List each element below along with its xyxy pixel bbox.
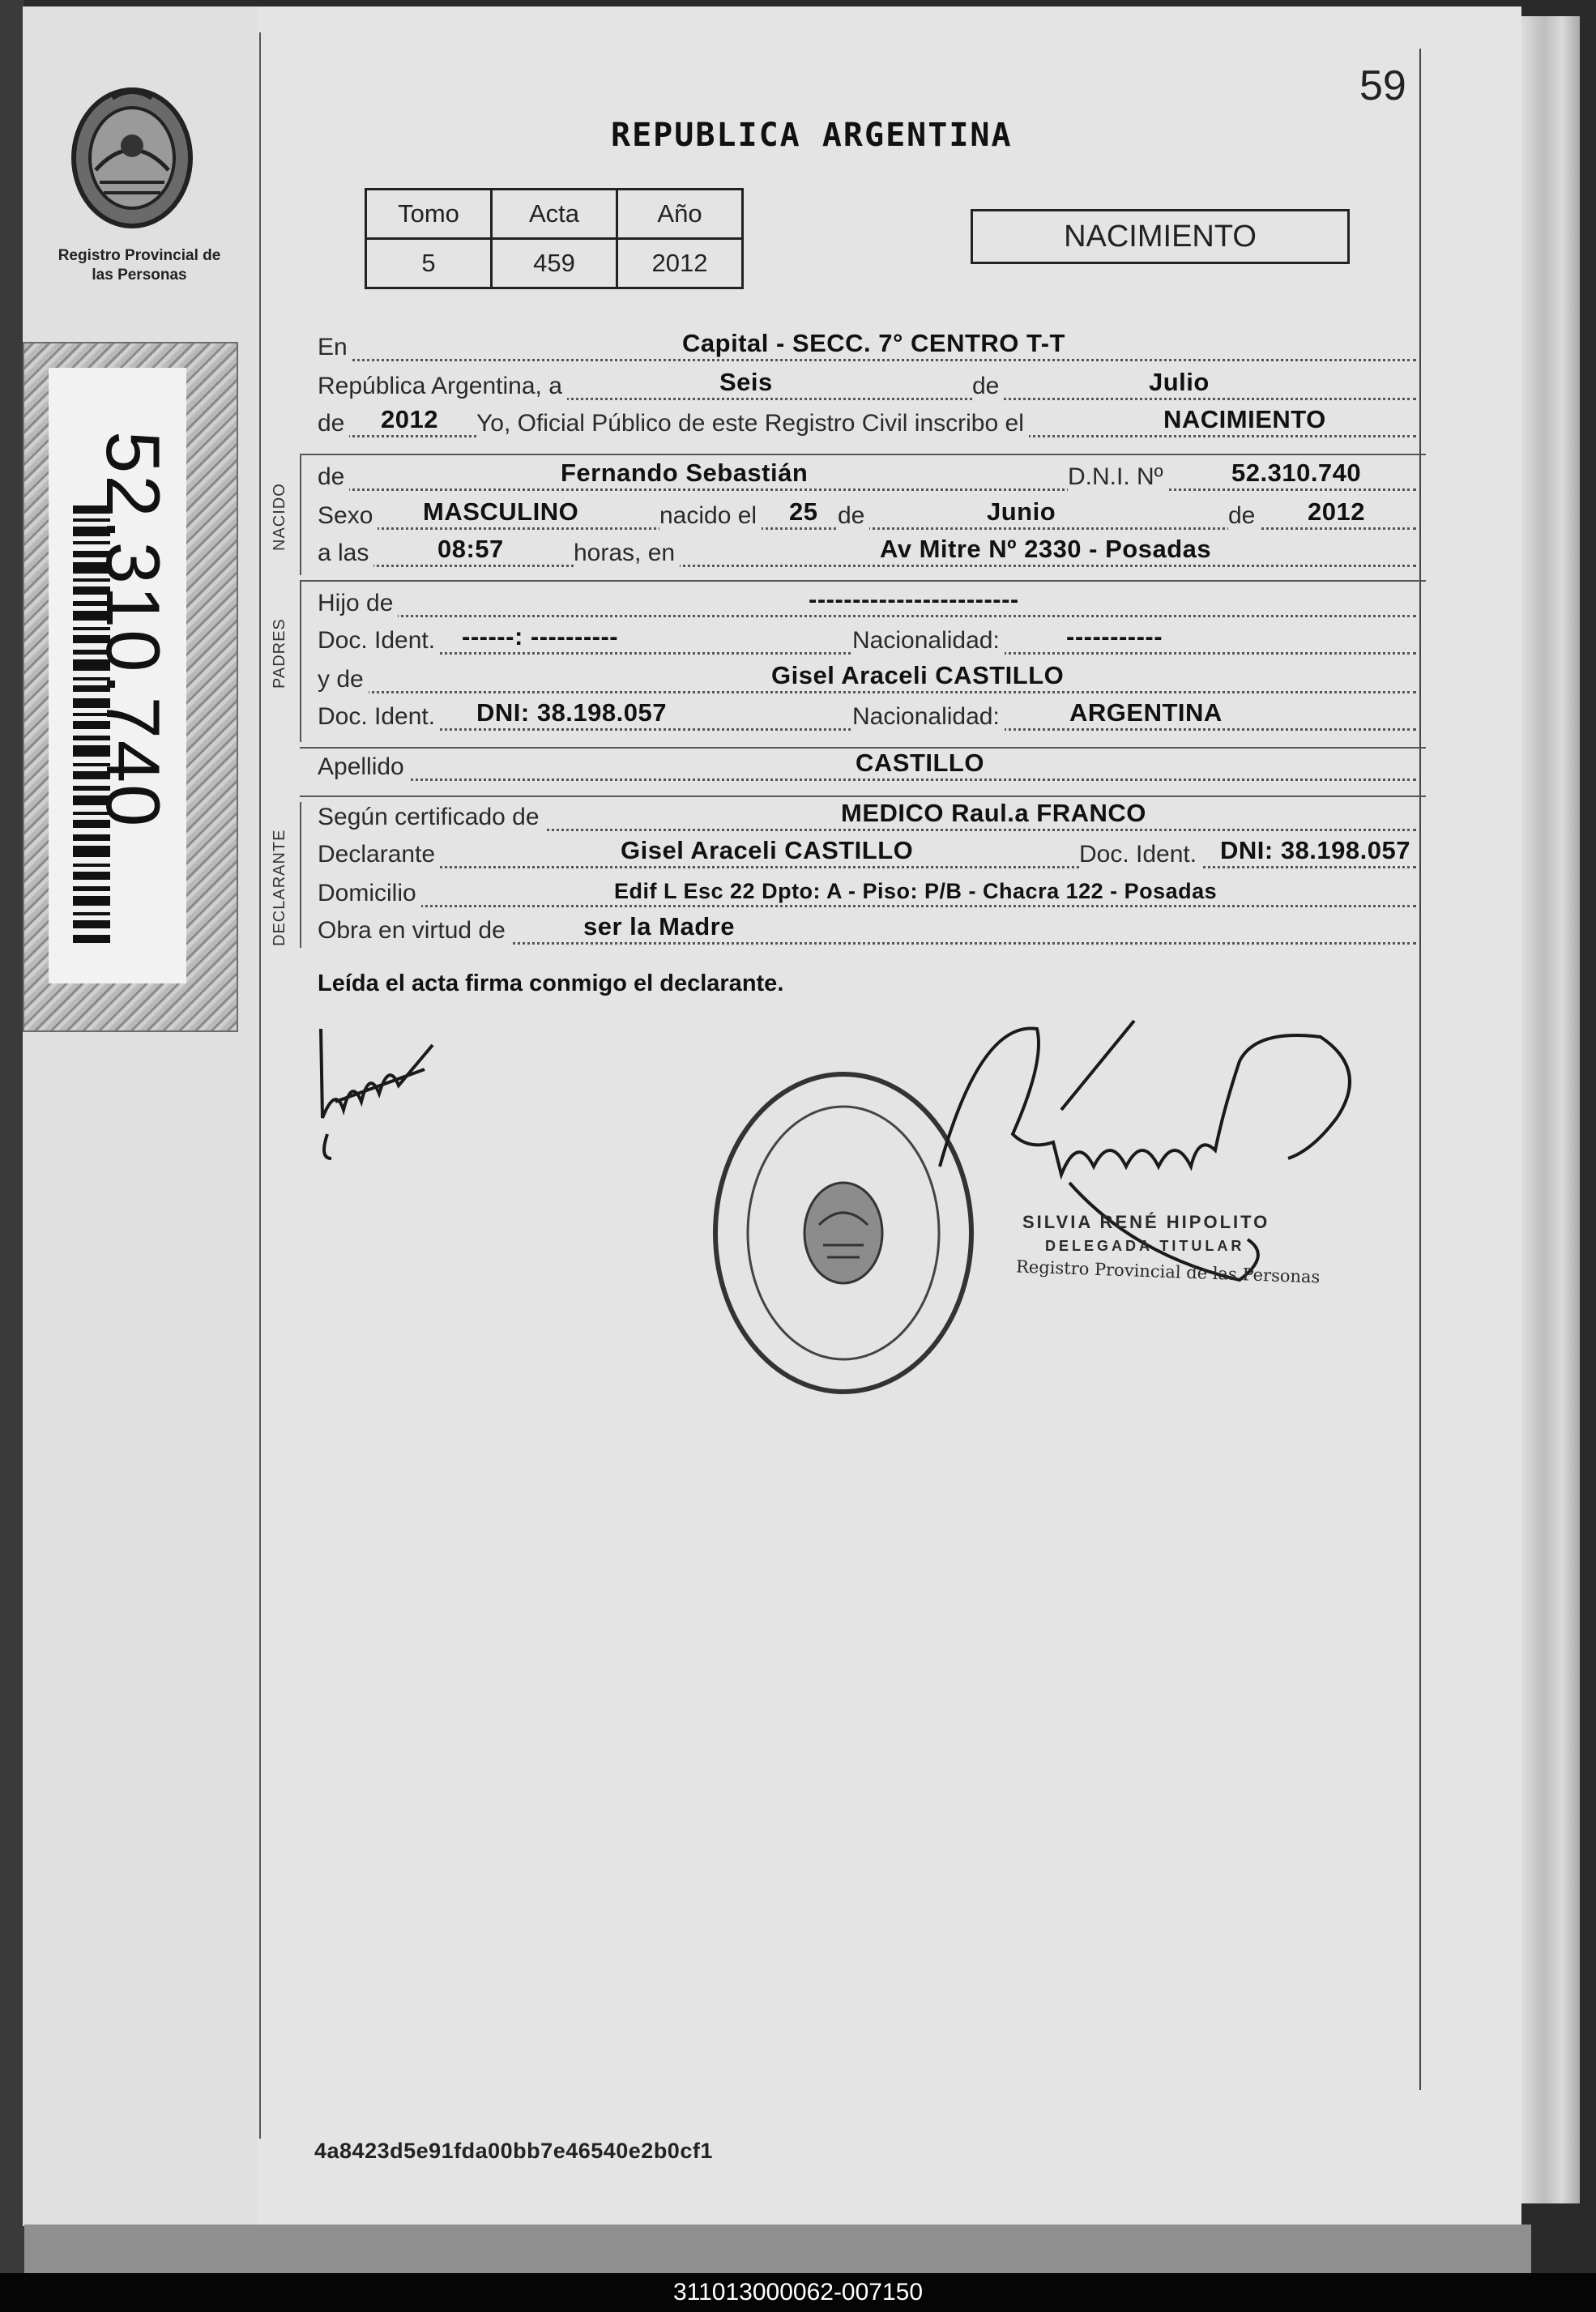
closing-statement: Leída el acta firma conmigo el declarante. <box>318 970 784 996</box>
label-apellido: Apellido <box>318 753 409 781</box>
label-domicilio: Domicilio <box>318 880 421 907</box>
label-doc-ident-3: Doc. Ident. <box>1079 841 1201 868</box>
label-de: de <box>972 373 1004 400</box>
row-nacido-name <box>318 459 1416 494</box>
reference-value-row <box>366 239 743 288</box>
value-year: 2012 <box>381 405 438 433</box>
dotted-line <box>318 615 1416 617</box>
label-declarante: Declarante <box>318 841 440 868</box>
value-father-nationality: ----------- <box>1066 622 1163 651</box>
document-hash: 4a8423d5e91fda00bb7e46540e2b0cf1 <box>314 2139 713 2163</box>
label-a-las: a las <box>318 540 373 567</box>
sticker-dni-number: 52.310.740 <box>91 431 176 829</box>
value-mother-nationality: ARGENTINA <box>1069 698 1223 727</box>
row-doc-father <box>318 622 1416 658</box>
label-en: En <box>318 334 352 361</box>
value-child-dni: 52.310.740 <box>1231 459 1362 487</box>
label-hijo-de: Hijo de <box>318 590 398 617</box>
label-inscribo: Yo, Oficial Público de este Registro Civil inscribo el <box>476 410 1029 437</box>
section-tag-declarante: DECLARANTE <box>271 829 288 946</box>
row-declarante <box>318 836 1416 872</box>
row-certificado <box>318 799 1416 834</box>
section-divider <box>300 580 1426 582</box>
label-doc-ident: Doc. Ident. <box>318 627 440 655</box>
value-birth-time: 08:57 <box>437 535 504 563</box>
section-bracket <box>300 454 301 575</box>
label-de-year2: de <box>1228 502 1260 530</box>
value-mother-doc: DNI: 38.198.057 <box>476 698 667 727</box>
section-divider <box>300 796 1426 797</box>
label-obra: Obra en virtud de <box>318 917 510 945</box>
label-nacionalidad: Nacionalidad: <box>852 627 1005 655</box>
section-tag-nacido: NACIDO <box>271 483 288 551</box>
value-birth-day: 25 <box>789 497 818 526</box>
right-border-line <box>1419 49 1421 2090</box>
value-declarant: Gisel Araceli CASTILLO <box>621 836 914 864</box>
value-birth-place: Av Mitre Nº 2330 - Posadas <box>880 535 1212 563</box>
row-y-de <box>318 661 1416 697</box>
page-number: 59 <box>1359 62 1406 109</box>
official-role: DELEGADA TITULAR <box>1045 1238 1245 1254</box>
record-type-box: NACIMIENTO <box>971 209 1350 264</box>
reference-table <box>365 188 744 289</box>
ref-value-anio: 2012 <box>617 239 743 288</box>
value-apellido: CASTILLO <box>856 749 984 777</box>
label-sexo: Sexo <box>318 502 378 530</box>
page-bottom-edge <box>24 2225 1531 2273</box>
declarant-signature-icon <box>311 1005 449 1175</box>
document-title: REPUBLICA ARGENTINA <box>611 117 1013 154</box>
value-mother: Gisel Araceli CASTILLO <box>771 661 1065 689</box>
row-hora <box>318 535 1416 570</box>
value-birth-month: Junio <box>987 497 1056 526</box>
section-bracket <box>300 802 301 948</box>
dotted-line <box>318 905 1416 907</box>
registry-label: Registro Provincial de las Personas <box>58 247 221 284</box>
row-obra <box>318 912 1416 948</box>
label-certificado: Según certificado de <box>318 804 544 831</box>
row-sexo <box>318 497 1416 533</box>
value-address: Edif L Esc 22 Dpto: A - Piso: P/B - Chacra 122 - Posadas <box>614 879 1218 903</box>
row-doc-mother <box>318 698 1416 734</box>
reference-header-row <box>366 190 743 239</box>
row-republica <box>318 368 1416 403</box>
value-day: Seis <box>719 368 773 396</box>
dotted-line <box>318 691 1416 693</box>
image-caption: 311013000062-007150 <box>0 2273 1596 2312</box>
value-sexo: MASCULINO <box>423 497 579 526</box>
section-divider <box>300 454 1426 455</box>
label-nacionalidad-2: Nacionalidad: <box>852 703 1005 731</box>
label-nacido-el: nacido el <box>659 502 762 530</box>
row-inscribo <box>318 405 1416 441</box>
label-horas-en: horas, en <box>574 540 680 567</box>
margin-line <box>259 32 261 2139</box>
value-certificate: MEDICO Raul.a FRANCO <box>841 799 1146 827</box>
label-republica: República Argentina, a <box>318 373 567 400</box>
row-hijo-de <box>318 585 1416 621</box>
ref-value-tomo: 5 <box>366 239 492 288</box>
ref-header-tomo: Tomo <box>366 190 492 239</box>
value-capacity: ser la Madre <box>583 912 735 941</box>
value-month: Julio <box>1149 368 1210 396</box>
province-emblem-icon <box>63 81 201 235</box>
dotted-line <box>318 488 1416 491</box>
row-en <box>318 329 1416 365</box>
label-doc-ident-2: Doc. Ident. <box>318 703 440 731</box>
value-child-name: Fernando Sebastián <box>561 459 809 487</box>
label-de-name: de <box>318 463 349 491</box>
ref-header-acta: Acta <box>492 190 617 239</box>
dotted-line <box>318 359 1416 361</box>
value-record-kind: NACIMIENTO <box>1163 405 1326 433</box>
section-bracket <box>300 580 301 742</box>
photo-backdrop <box>0 0 24 2276</box>
value-birth-year: 2012 <box>1308 497 1365 526</box>
dotted-line <box>318 866 1416 868</box>
label-dni: D.N.I. Nº <box>1068 463 1168 491</box>
section-tag-padres: PADRES <box>271 618 288 689</box>
official-name: SILVIA RENÉ HIPOLITO <box>1022 1212 1270 1232</box>
binding-strip <box>23 6 258 2226</box>
label-y-de: y de <box>318 666 369 693</box>
row-apellido <box>318 749 1416 784</box>
official-office: Registro Provincial de las Personas <box>1015 1256 1321 1287</box>
value-father-doc: ------: ---------- <box>462 622 619 651</box>
ref-value-acta: 459 <box>492 239 617 288</box>
ref-header-anio: Año <box>617 190 743 239</box>
value-declarant-doc: DNI: 38.198.057 <box>1220 836 1410 864</box>
label-de-month: de <box>838 502 869 530</box>
row-domicilio <box>318 878 1416 911</box>
value-father: ------------------------ <box>809 585 1019 613</box>
label-de-year: de <box>318 410 349 437</box>
dotted-line <box>318 778 1416 781</box>
value-location: Capital - SECC. 7° CENTRO T-T <box>682 329 1065 357</box>
dotted-line <box>318 565 1416 567</box>
